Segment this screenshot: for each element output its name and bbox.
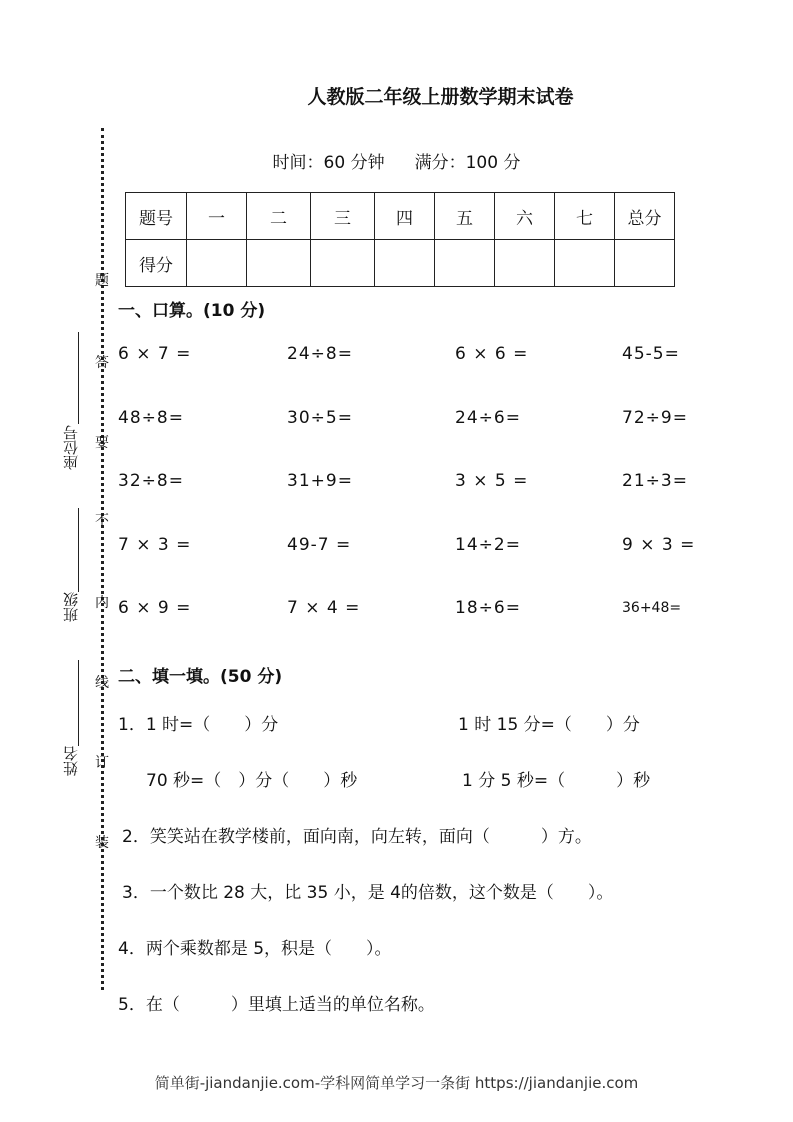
header-cell: 七 (555, 193, 615, 240)
seal-char: 装 (95, 835, 109, 851)
oral-problem: 7 × 4 = (287, 598, 361, 618)
score-cell[interactable] (375, 240, 435, 287)
oral-problem: 32÷8= (118, 471, 184, 491)
header-cell: 二 (247, 193, 311, 240)
oral-problem: 36+48= (622, 600, 682, 616)
seal-dotted-line (101, 128, 104, 990)
oral-problem: 14÷2= (455, 535, 521, 555)
footer-watermark: 简单街-jiandanjie.com-学科网简单学习一条街 https://jiandanjie.com (154, 1074, 639, 1092)
seal-char: 线 (95, 675, 109, 691)
oral-problem: 31+9= (287, 471, 353, 491)
score-table (125, 192, 675, 287)
class-label: 班级 (62, 592, 80, 622)
fill-question: 3．一个数比 28 大，比 35 小，是 4的倍数，这个数是（ ）。 (122, 883, 614, 903)
oral-problem: 6 × 7 = (118, 344, 192, 364)
fill-question: 1 分 5 秒=（ ）秒 (462, 771, 651, 791)
score-cell[interactable] (555, 240, 615, 287)
row-label: 得分 (126, 240, 187, 287)
oral-problem: 72÷9= (622, 408, 688, 428)
section-2-heading: 二、填一填。(50 分) (118, 667, 283, 687)
header-cell: 三 (311, 193, 375, 240)
score-cell[interactable] (247, 240, 311, 287)
name-label: 姓名 (62, 746, 80, 776)
header-cell: 一 (187, 193, 247, 240)
score-cell[interactable] (187, 240, 247, 287)
score-cell[interactable] (435, 240, 495, 287)
fill-question: 1 时 15 分=（ ）分 (458, 715, 640, 735)
oral-problem: 6 × 6 = (455, 344, 529, 364)
page-title: 人教版二年级上册数学期末试卷 (307, 86, 574, 108)
oral-problem: 48÷8= (118, 408, 184, 428)
fill-question: 70 秒=（ ）分（ ）秒 (146, 771, 358, 791)
header-cell: 题号 (126, 193, 187, 240)
seal-char: 内 (95, 595, 109, 611)
seal-char: 订 (95, 755, 109, 771)
oral-problem: 21÷3= (622, 471, 688, 491)
seat-blank[interactable] (78, 332, 79, 424)
header-cell: 五 (435, 193, 495, 240)
score-table-score-row (126, 240, 675, 287)
oral-problem: 24÷6= (455, 408, 521, 428)
fill-question: 5．在（ ）里填上适当的单位名称。 (118, 995, 435, 1015)
oral-problem: 6 × 9 = (118, 598, 192, 618)
score-cell[interactable] (495, 240, 555, 287)
fill-question: 1．1 时=（ ）分 (118, 715, 279, 735)
score-info: 满分：100 分 (414, 153, 521, 173)
score-cell[interactable] (615, 240, 675, 287)
fill-question: 4．两个乘数都是 5，积是（ ）。 (118, 939, 392, 959)
exam-info (0, 148, 793, 173)
score-cell[interactable] (311, 240, 375, 287)
header-cell: 六 (495, 193, 555, 240)
oral-problem: 18÷6= (455, 598, 521, 618)
oral-problem: 3 × 5 = (455, 471, 529, 491)
oral-problem: 49-7 = (287, 535, 352, 555)
header-cell: 四 (375, 193, 435, 240)
oral-problem: 24÷8= (287, 344, 353, 364)
time-info: 时间：60 分钟 (272, 153, 385, 173)
name-blank[interactable] (78, 660, 79, 746)
oral-problem: 9 × 3 = (622, 535, 696, 555)
oral-problem: 45-5= (622, 344, 680, 364)
seal-char: 答 (95, 355, 109, 371)
seal-char: 要 (95, 435, 109, 451)
seat-label: 座位号 (62, 425, 80, 470)
section-1-heading: 一、口算。(10 分) (118, 301, 266, 321)
seal-char: 不 (95, 513, 109, 529)
class-blank[interactable] (78, 508, 79, 592)
seal-char: 题 (95, 273, 109, 289)
oral-problem: 30÷5= (287, 408, 353, 428)
score-table-header-row (126, 193, 675, 240)
header-cell: 总分 (615, 193, 675, 240)
fill-question: 2．笑笑站在教学楼前，面向南，向左转，面向（ ）方。 (122, 827, 592, 847)
oral-problem: 7 × 3 = (118, 535, 192, 555)
